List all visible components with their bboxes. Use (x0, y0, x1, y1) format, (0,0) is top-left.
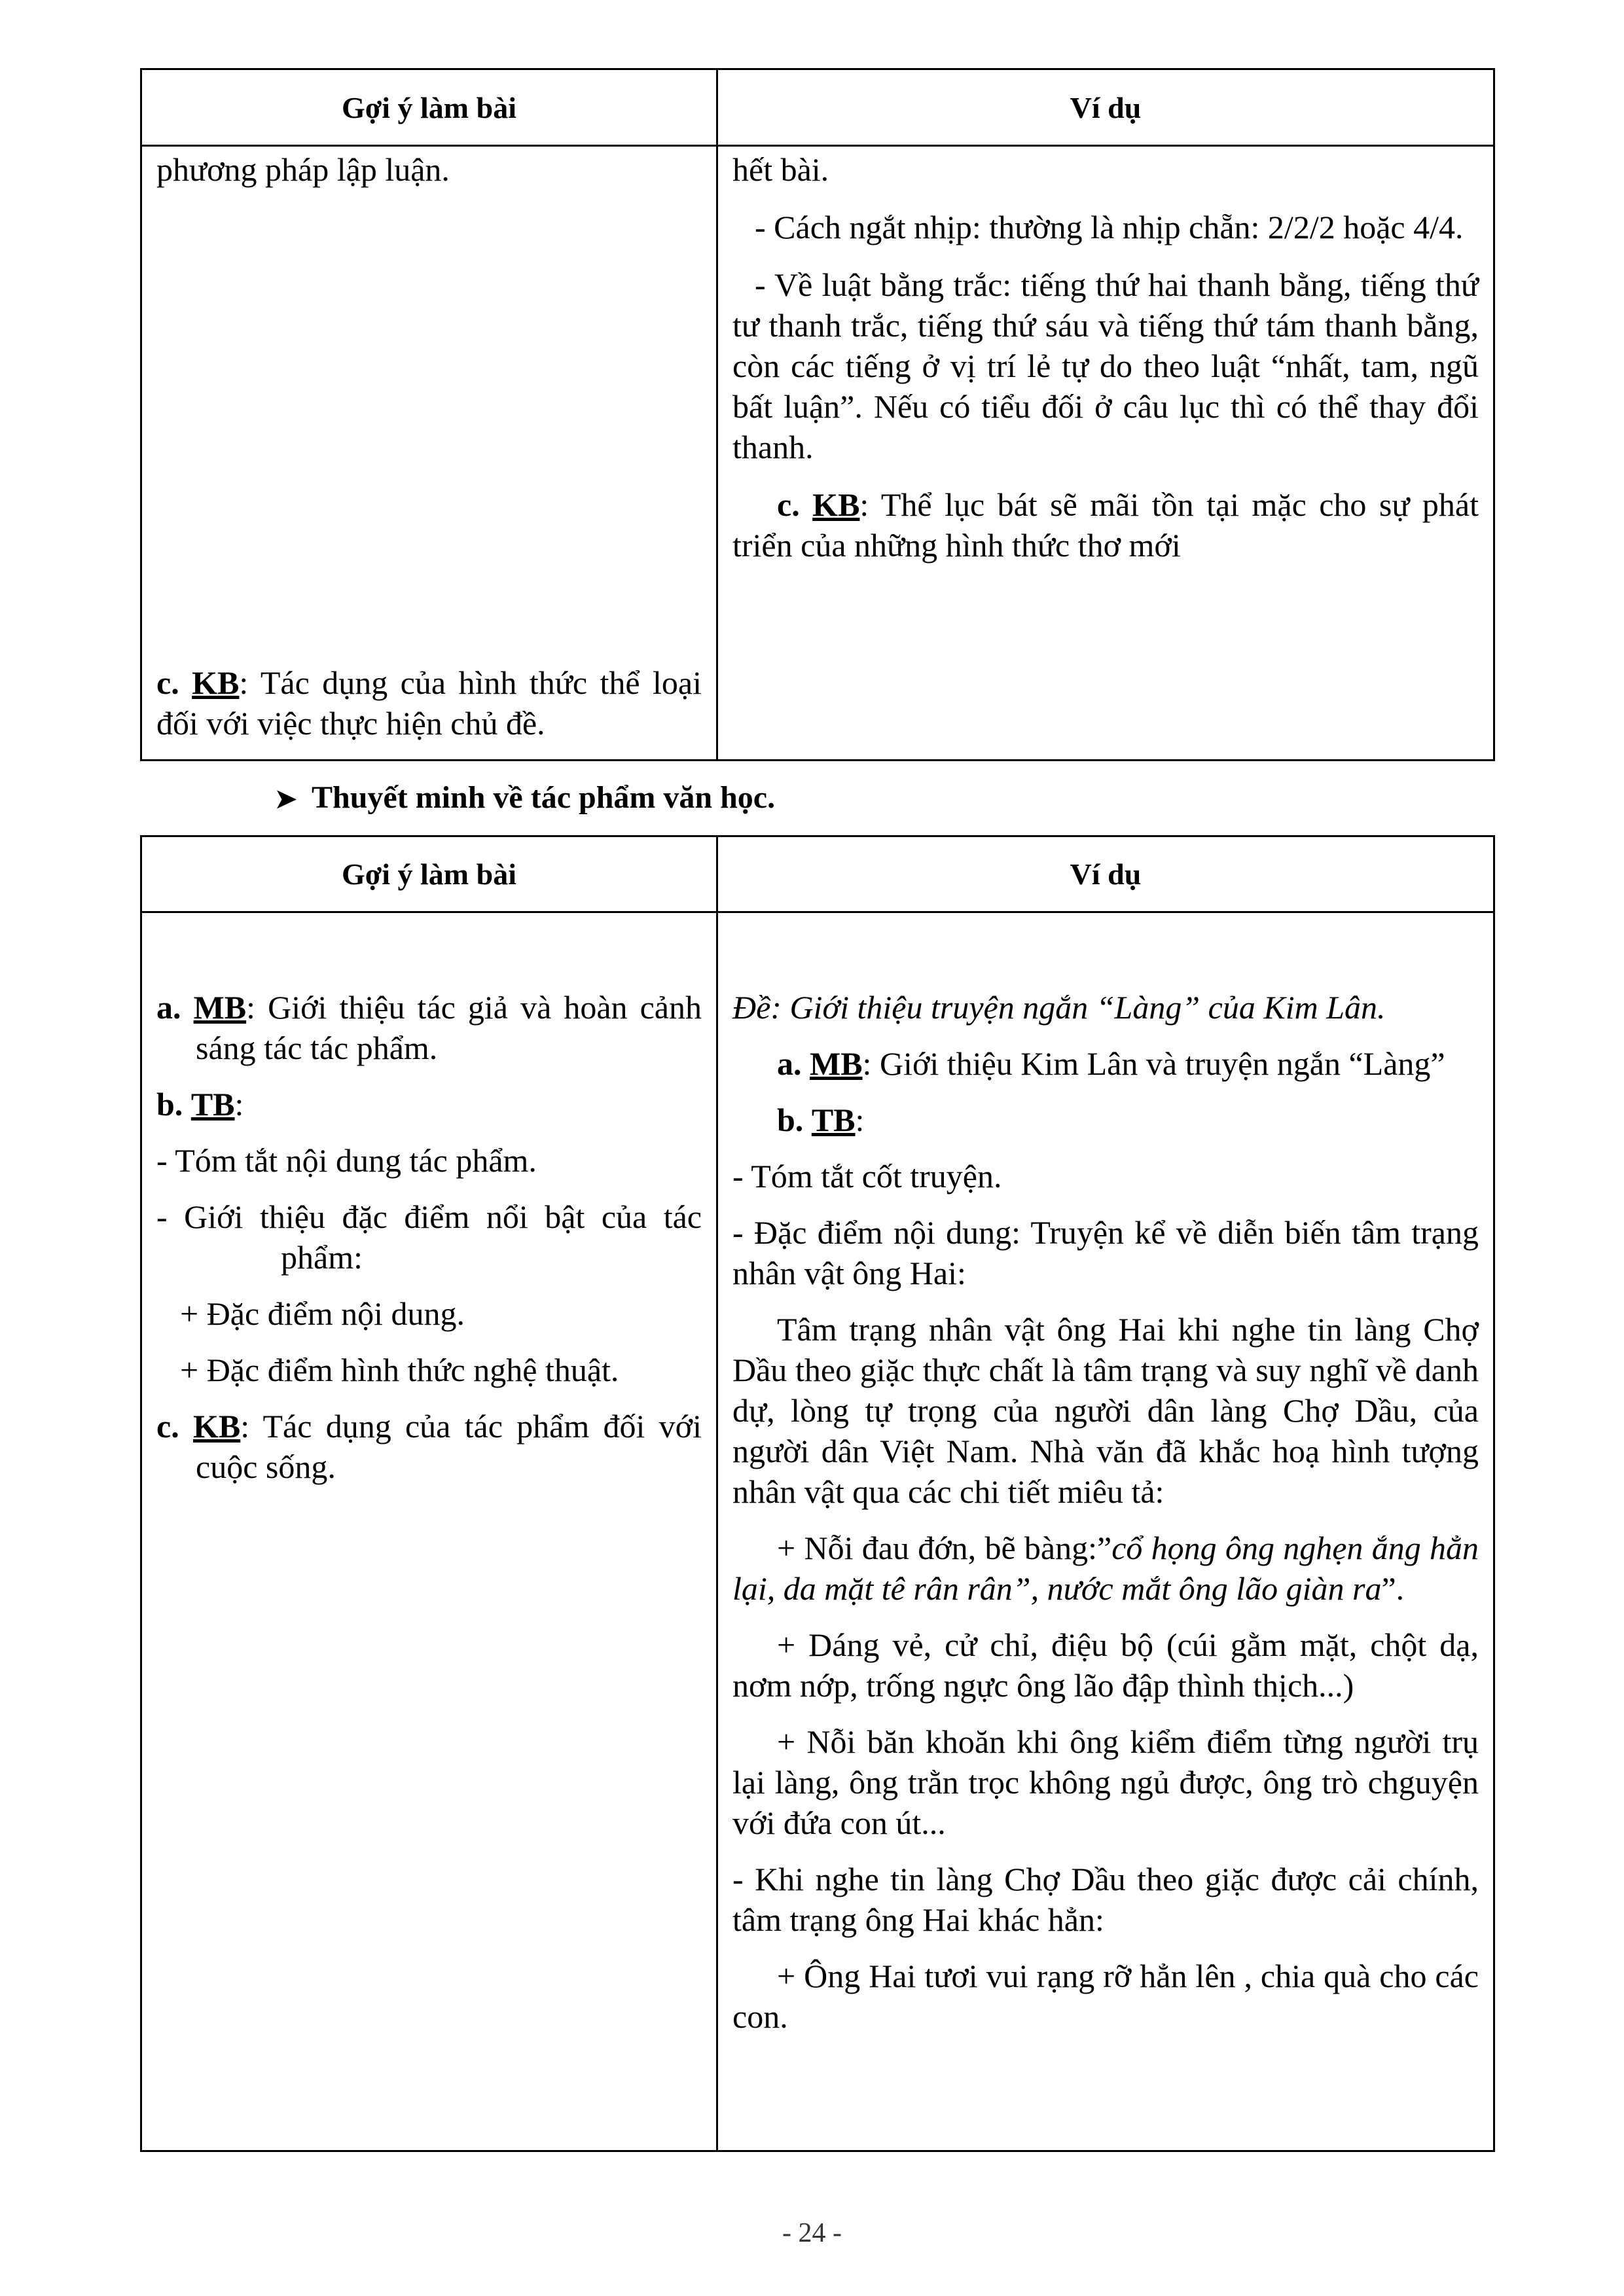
t2-c1-tb-text: : (234, 1086, 244, 1122)
t2-c1-item1: - Tóm tắt nội dung tác phẩm. (156, 1142, 537, 1179)
t2-c2-p4-quote: cổ họng ông nghẹn ắng hẳn lại, da mặt tê rân rân”, nước mắt ông lão giàn ra (732, 1530, 1479, 1607)
t2-c1-mb-prefix: a. (156, 989, 181, 1026)
t1-c2-p2: - Cách ngắt nhịp: thường là nhịp chẵn: 2/2/2 hoặc 4/4. (755, 209, 1464, 245)
table-1-body (142, 147, 1493, 761)
t2-c1-item4: + Đặc điểm hình thức nghệ thuật. (180, 1352, 619, 1388)
t2-c1-kb (156, 1406, 702, 1487)
t2-c2-mb (732, 1043, 1479, 1084)
t2-c2-mb-label: MB (810, 1045, 863, 1082)
t1-c1-kb-text: : Tác dụng của hình thức thể loại đối với việc thực hiện chủ đề. (156, 664, 702, 742)
t1-c1-kb-prefix: c. (156, 664, 179, 701)
t2-c1-mb-text: : Giới thiệu tác giả và hoàn cảnh sáng tác tác phẩm. (196, 989, 702, 1066)
t2-c1-mb (156, 987, 702, 1068)
table-2 (140, 835, 1495, 2152)
t2-c2-tb-text: : (855, 1102, 865, 1138)
section-heading-text: Thuyết minh về tác phẩm văn học. (312, 780, 776, 815)
t2-c1-item3: + Đặc điểm nội dung. (180, 1295, 465, 1332)
table-2-header (142, 837, 1493, 913)
t2-c2-p4 (732, 1528, 1479, 1609)
t1-c2-kb-label: KB (812, 486, 860, 523)
t2-c1-kb-label: KB (192, 1408, 241, 1444)
t2-c2-mb-text: : Giới thiệu Kim Lân và truyện ngắn “Làng” (862, 1045, 1445, 1082)
t2-c2-p6: + Nỗi băn khoăn khi ông kiểm điểm từng người trụ lại làng, ông trằn trọc không ngủ được, ông trò chguyện với đứa con út... (732, 1723, 1479, 1841)
page-number: - 24 - (782, 2218, 842, 2248)
table-2-header-col1: Gợi ý làm bài (142, 837, 718, 911)
t2-c2-tb-label: TB (811, 1102, 856, 1138)
t2-c2-mb-prefix: a. (777, 1045, 802, 1082)
t2-c1-tb-label: TB (190, 1086, 235, 1122)
table-1-col2 (718, 147, 1493, 761)
t2-c2-tb (732, 1100, 1479, 1140)
t1-c2-kb-text: : Thể lục bát sẽ mãi tồn tại mặc cho sự phát triển của những hình thức thơ mới (732, 486, 1479, 564)
t1-c2-p3: - Về luật bằng trắc: tiếng thứ hai thanh bằng, tiếng thứ tư thanh trắc, tiếng thứ sáu và tiếng thứ tám thanh bằng, còn các tiếng ở vị trí lẻ tự do theo luật “nhất, tam, ngũ bất luận”. Nếu có tiểu đối ở câu lục thì có thể thay đổi thanh. (732, 266, 1479, 465)
t2-c2-p8: + Ông Hai tươi vui rạng rỡ hẳn lên , chia quà cho các con. (732, 1958, 1479, 2035)
t2-c2-p2: - Đặc điểm nội dung: Truyện kể về diễn biến tâm trạng nhân vật ông Hai: (732, 1214, 1479, 1291)
t2-c1-kb-prefix: c. (156, 1408, 179, 1444)
t2-c2-de: Đề: Giới thiệu truyện ngắn “Làng” của Kim Lân. (732, 989, 1386, 1026)
t2-c1-kb-text: : Tác dụng của tác phẩm đối với cuộc sống. (196, 1408, 702, 1485)
t2-c1-mb-label: MB (193, 989, 247, 1026)
t2-c2-p7: - Khi nghe tin làng Chợ Dầu theo giặc được cải chính, tâm trạng ông Hai khác hẳn: (732, 1861, 1479, 1938)
t1-c2-p1: hết bài. (732, 151, 829, 188)
table-1-header-col1: Gợi ý làm bài (142, 70, 718, 145)
t2-c2-p4-end: ”. (1381, 1570, 1405, 1607)
t2-c2-p3: Tâm trạng nhân vật ông Hai khi nghe tin làng Chợ Dầu theo giặc thực chất là tâm trạng và suy nghĩ về danh dự, lòng tự trọng của người dân làng Chợ Dầu, của người dân Việt Nam. Nhà văn đã khắc hoạ hình tượng nhân vật qua các chi tiết miêu tả: (732, 1311, 1479, 1510)
t2-c2-p1: - Tóm tắt cốt truyện. (732, 1158, 1002, 1194)
t2-c2-p4-lead: + Nỗi đau đớn, bẽ bàng:” (777, 1530, 1112, 1566)
table-2-col1 (142, 913, 718, 2152)
section-heading (275, 778, 775, 819)
t1-c2-kb (732, 484, 1479, 565)
table-1-col1 (142, 147, 718, 761)
t1-c1-kb (156, 662, 702, 744)
table-2-body (142, 913, 1493, 2152)
t2-c1-item2: - Giới thiệu đặc điểm nổi bật của tác phẩm: (156, 1198, 702, 1276)
t1-c1-p1: phương pháp lập luận. (156, 151, 450, 188)
table-1 (140, 68, 1495, 761)
table-2-header-col2: Ví dụ (1070, 857, 1142, 891)
t2-c1-tb-prefix: b. (156, 1086, 183, 1122)
arrow-bullet-icon: ➤ (275, 784, 297, 814)
table-2-col2 (718, 913, 1493, 2152)
t2-c2-tb-prefix: b. (777, 1102, 804, 1138)
t2-c2-p5: + Dáng vẻ, cử chỉ, điệu bộ (cúi gằm mặt, chột dạ, nơm nớp, trống ngực ông lão đập thình thịch...) (732, 1626, 1479, 1704)
t1-c2-kb-prefix: c. (777, 486, 800, 523)
table-1-header-col2: Ví dụ (1070, 90, 1142, 124)
table-1-header (142, 70, 1493, 147)
t1-c1-kb-label: KB (192, 664, 240, 701)
t2-c1-tb (156, 1084, 702, 1124)
